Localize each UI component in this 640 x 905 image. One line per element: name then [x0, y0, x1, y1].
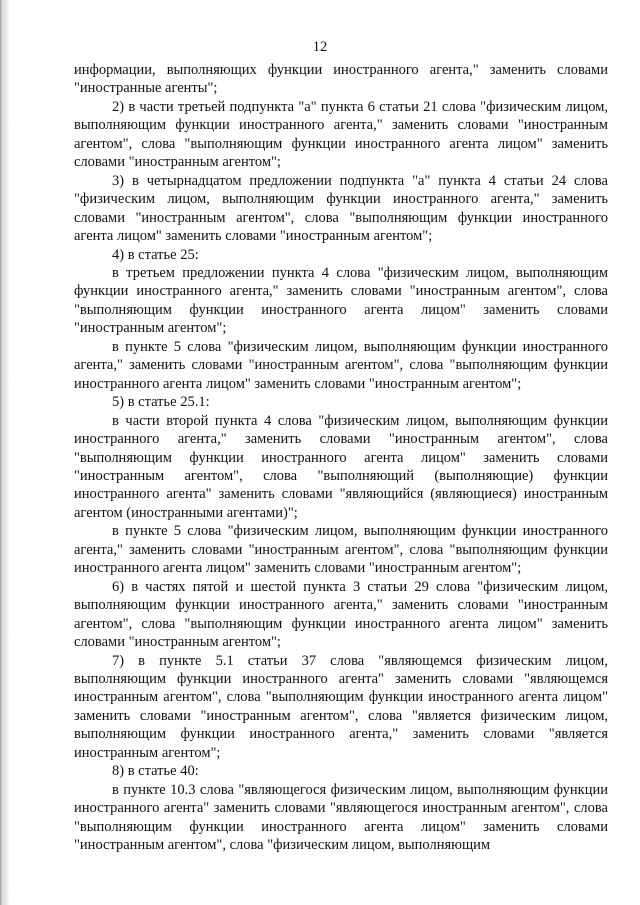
scan-edge-shadow [0, 0, 12, 905]
paragraph-continuation: информации, выполняющих функции иностранного агента," заменить словами "иностранные агенты"; [74, 62, 608, 97]
paragraph-item-8-heading: 8) в статье 40: [112, 763, 199, 780]
paragraph-item-2: 2) в части третьей подпункта "а" пункта 6 статьи 21 слова "физическим лицом, выполняющим функции иностранного агента," заменить словами "иностранным агентом", слова "выполняющим функции иностранного агента лицом" заменить словами "иностранным агентом"; [74, 98, 608, 171]
paragraph-item-4-sub-2: в пункте 5 слова "физическим лицом, выполняющим функции иностранного агента," заменить словами "иностранным агентом", слова "выполняющим функции иностранного агента лицом" заменить словами "иностранным агентом"; [74, 338, 608, 392]
paragraph-item-8-sub-1: в пункте 10.3 слова "являющегося физическим лицом, выполняющим функции иностранного агента" заменить словами "являющегося иностранным агентом", слова "выполняющим функции иностранного агента лицом" заменить словами "иностранным агентом", слова "физическим лицом, выполняющим [74, 781, 608, 854]
paragraph-item-4-heading: 4) в статье 25: [112, 246, 199, 263]
paragraph-item-5-sub-1: в части второй пункта 4 слова "физическим лицом, выполняющим функции иностранного агента," заменить словами "иностранным агентом", слова "выполняющим функции иностранного агента лицом" заменить словами "иностранным агентом", слова "выполняющий (выполняющие) функции иностранного агента" заменить словами "являющийся (являющиеся) иностранным агентом (иностранными агентами)"; [74, 412, 608, 521]
paragraph-item-7: 7) в пункте 5.1 статьи 37 слова "являющемся физическим лицом, выполняющим функции иностранного агента" заменить словами "являющемся иностранным агентом", слова "выполняющим функции иностранного агента лицом" заменить словами "иностранным агентом", слова "является физическим лицом, выполняющим функции иностранного агента," заменить словами "является иностранным агентом"; [74, 652, 608, 761]
document-body [74, 61, 608, 854]
paragraph-item-6: 6) в частях пятой и шестой пункта 3 статьи 29 слова "физическим лицом, выполняющим функции иностранного агента," заменить словами "иностранным агентом", слова "выполняющим функции иностранного агента лицом" заменить словами "иностранным агентом"; [74, 578, 608, 651]
page-number: 12 [312, 39, 328, 55]
paragraph-item-4-sub-1: в третьем предложении пункта 4 слова "физическим лицом, выполняющим функции иностранного агента," заменить словами "иностранным агентом", слова "выполняющим функции иностранного агента лицом" заменить словами "иностранным агентом"; [74, 264, 608, 337]
paragraph-item-5-heading: 5) в статье 25.1: [112, 394, 210, 411]
paragraph-item-5-sub-2: в пункте 5 слова "физическим лицом, выполняющим функции иностранного агента," заменить словами "иностранным агентом", слова "выполняющим функции иностранного агента лицом" заменить словами "иностранным агентом"; [74, 523, 608, 577]
paragraph-item-3: 3) в четырнадцатом предложении подпункта "а" пункта 4 статьи 24 слова "физическим лицом, выполняющим функции иностранного агента," заменить словами "иностранным агентом", слова "выполняющим функции иностранного агента лицом" заменить словами "иностранным агентом"; [74, 172, 608, 245]
